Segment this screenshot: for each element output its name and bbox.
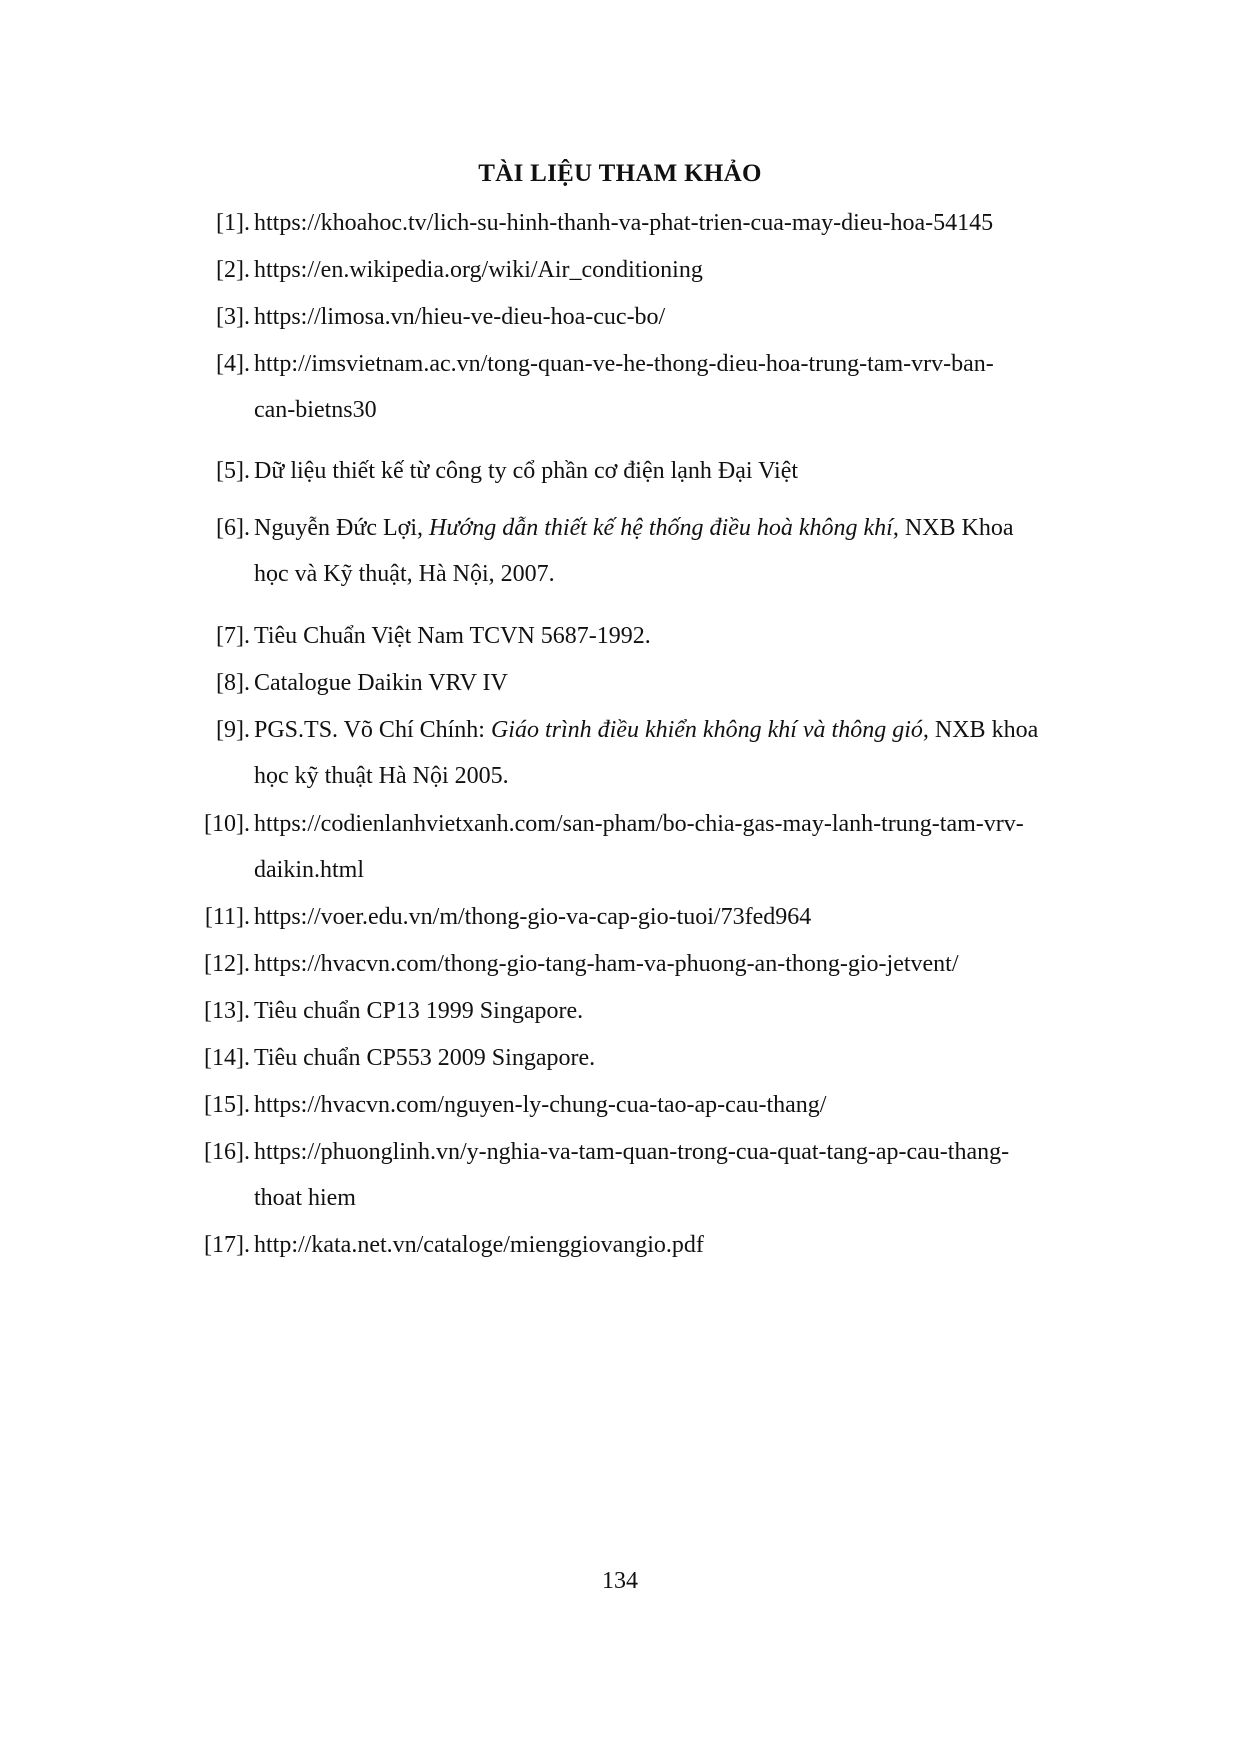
reference-text: [254, 707, 1134, 753]
reference-text: https://limosa.vn/hieu-ve-dieu-hoa-cuc-bo/: [254, 304, 666, 330]
reference-number: [3].: [216, 304, 250, 330]
reference-text-continued: thoat hiem: [254, 1185, 356, 1211]
reference-text: https://hvacvn.com/nguyen-ly-chung-cua-tao-ap-cau-thang/: [254, 1092, 827, 1118]
reference-number: [12].: [204, 951, 250, 977]
reference-publisher: NXB khoa: [928, 717, 1039, 743]
reference-number: [7].: [216, 623, 250, 649]
page-title: TÀI LIỆU THAM KHẢO: [478, 160, 762, 187]
reference-number: [1].: [216, 210, 250, 236]
reference-text: https://hvacvn.com/thong-gio-tang-ham-va-phuong-an-thong-gio-jetvent/: [254, 951, 959, 977]
reference-number: [9].: [216, 717, 250, 743]
reference-text-continued: học và Kỹ thuật, Hà Nội, 2007.: [254, 561, 555, 587]
reference-text-continued: daikin.html: [254, 857, 364, 883]
reference-number: [14].: [204, 1045, 250, 1071]
reference-author: PGS.TS. Võ Chí Chính:: [254, 717, 491, 743]
reference-text: https://codienlanhvietxanh.com/san-pham/bo-chia-gas-may-lanh-trung-tam-vrv-: [254, 811, 1024, 837]
reference-text: https://phuonglinh.vn/y-nghia-va-tam-quan-trong-cua-quat-tang-ap-cau-thang-: [254, 1139, 1010, 1165]
reference-book-title: Hướng dẫn thiết kế hệ thống điều hoà không khí: [429, 515, 893, 541]
reference-text: Tiêu Chuẩn Việt Nam TCVN 5687-1992.: [254, 623, 651, 649]
page-number: 134: [602, 1568, 638, 1594]
reference-number: [5].: [216, 458, 250, 484]
reference-text: Catalogue Daikin VRV IV: [254, 670, 508, 696]
reference-number: [17].: [204, 1232, 250, 1258]
reference-book-title: Giáo trình điều khiển không khí và thông gió,: [490, 717, 929, 743]
reference-publisher: , NXB Khoa: [892, 515, 1014, 541]
reference-text: Tiêu chuẩn CP553 2009 Singapore.: [254, 1045, 596, 1071]
reference-text: https://khoahoc.tv/lich-su-hinh-thanh-va-phat-trien-cua-may-dieu-hoa-54145: [254, 210, 994, 236]
reference-text: Tiêu chuẩn CP13 1999 Singapore.: [254, 998, 584, 1024]
reference-text-continued: can-bietns30: [254, 397, 377, 423]
reference-text: https://voer.edu.vn/m/thong-gio-va-cap-gio-tuoi/73fed964: [254, 904, 812, 930]
reference-text: http://imsvietnam.ac.vn/tong-quan-ve-he-thong-dieu-hoa-trung-tam-vrv-ban-: [254, 351, 994, 377]
reference-text: https://en.wikipedia.org/wiki/Air_conditioning: [254, 257, 703, 283]
reference-number: [13].: [204, 998, 250, 1024]
reference-text: [254, 505, 1134, 551]
reference-number: [6].: [216, 515, 250, 541]
reference-number: [2].: [216, 257, 250, 283]
reference-number: [11].: [204, 904, 250, 930]
reference-number: [8].: [216, 670, 250, 696]
reference-text: http://kata.net.vn/cataloge/mienggiovangio.pdf: [254, 1232, 704, 1258]
reference-number: [15].: [204, 1092, 250, 1118]
reference-text: Dữ liệu thiết kế từ công ty cổ phần cơ điện lạnh Đại Việt: [254, 458, 799, 484]
reference-number: [10].: [204, 811, 250, 837]
reference-number: [4].: [216, 351, 250, 377]
reference-text-continued: học kỹ thuật Hà Nội 2005.: [254, 763, 509, 789]
reference-author: Nguyễn Đức Lợi,: [254, 515, 429, 541]
reference-number: [16].: [204, 1139, 250, 1165]
